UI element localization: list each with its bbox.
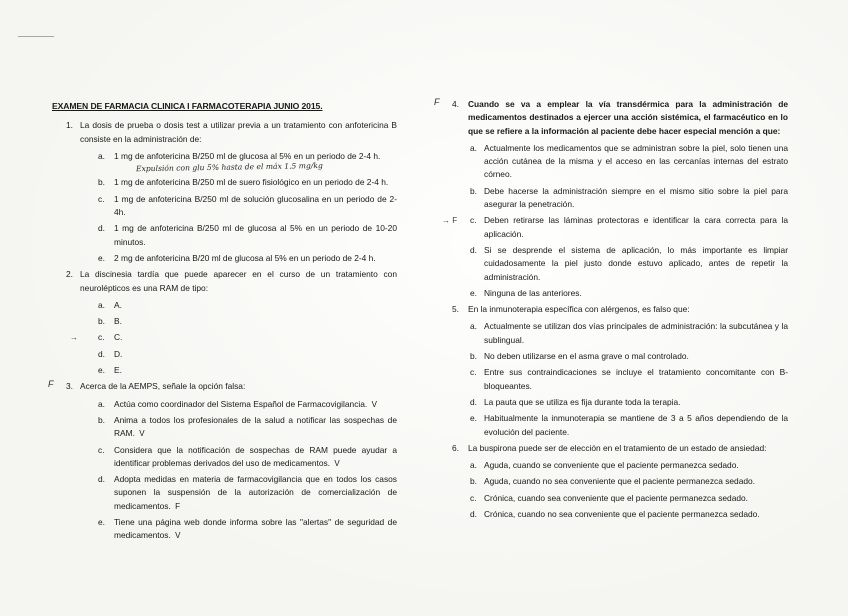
answer-mark: → F xyxy=(442,216,458,226)
option-text: 1 mg de anfotericina B/250 ml de glucosa al 5% en un periodo de 10-20 minutos. xyxy=(114,223,397,247)
options-list xyxy=(438,320,788,438)
option-letter: c. xyxy=(470,215,477,226)
question-number: 5. xyxy=(452,304,459,315)
handwritten-tick: V xyxy=(371,399,377,409)
option-item xyxy=(438,287,788,300)
question-number: 6. xyxy=(452,442,459,453)
option-item xyxy=(438,185,788,212)
options-list xyxy=(52,299,397,377)
option-text: C. xyxy=(114,332,123,343)
option-item xyxy=(438,244,788,284)
option-letter: b. xyxy=(98,177,105,188)
option-text: 2 mg de anfotericina B/20 ml de glucosa al 5% en un periodo de 2-4 h. xyxy=(114,252,376,263)
option-text: Tiene una página web donde informa sobre las "alertas" de seguridad de medicamentos. xyxy=(114,517,397,541)
option-letter: d. xyxy=(470,396,477,407)
handwritten-tick: V xyxy=(334,458,340,468)
question-5 xyxy=(438,303,788,316)
handwritten-note: Expulsión con glu 5% hasta de el máx 1.5 mg/kg xyxy=(135,161,323,174)
option-text: Ninguna de las anteriores. xyxy=(484,287,582,298)
option-letter: a. xyxy=(98,299,105,310)
option-text: 1 mg de anfotericina B/250 ml de glucosa al 5% en un periodo de 2-4 h. xyxy=(114,150,381,161)
option-letter: d. xyxy=(98,474,105,485)
scan-mark xyxy=(18,36,54,37)
exam-title: EXAMEN DE FARMACIA CLINICA I FARMACOTERAPIA JUNIO 2015. xyxy=(52,101,323,111)
options-list xyxy=(438,142,788,300)
option-letter: b. xyxy=(470,476,477,487)
option-letter: c. xyxy=(98,332,105,343)
option-item xyxy=(438,459,788,472)
option-text: Crónica, cuando sea conveniente que el paciente permanezca sedado. xyxy=(484,492,748,503)
handwritten-tick: V xyxy=(139,429,145,439)
question-text: En la inmunoterapia específica con alérgenos, es falso que: xyxy=(468,304,690,315)
option-item xyxy=(52,315,397,328)
option-item xyxy=(52,299,397,312)
question-text: La buspirona puede ser de elección en el tratamiento de un estado de ansiedad: xyxy=(468,442,767,453)
question-text: Cuando se va a emplear la vía transdérmica para la administración de medicamentos destinados a ejercer una acción sistémica, el farmacéutico en lo que se refiere a la información al paciente debe hacer especial mención a que: xyxy=(468,99,788,136)
option-text: Actúa como coordinador del Sistema Español de Farmacovigilancia. xyxy=(114,398,368,409)
option-item xyxy=(52,414,397,441)
option-letter: e. xyxy=(470,413,477,424)
option-text: Aguda, cuando se conveniente que el paciente permanezca sedado. xyxy=(484,460,739,471)
option-letter: c. xyxy=(470,492,477,503)
option-item xyxy=(438,508,788,521)
option-text: Deben retirarse las láminas protectoras e identificar la cara correcta para la aplicación. xyxy=(484,215,788,239)
option-text: Considera que la notificación de sospechas de RAM puede ayudar a identificar problemas derivados del uso de medicamentos. xyxy=(114,444,397,468)
option-item xyxy=(52,150,397,174)
option-letter: e. xyxy=(98,517,105,528)
option-item xyxy=(438,412,788,439)
option-text: E. xyxy=(114,365,122,376)
option-text: A. xyxy=(114,299,122,310)
option-text: Actualmente se utilizan dos vías principales de administración: la subcutánea y la sublingual. xyxy=(484,321,788,345)
option-letter: d. xyxy=(98,223,105,234)
left-column xyxy=(48,100,397,546)
option-text: D. xyxy=(114,348,123,359)
option-letter: e. xyxy=(98,252,105,263)
option-item xyxy=(52,348,397,361)
option-text: Debe hacerse la administración siempre en el mismo sitio sobre la piel para asegurar la penetración. xyxy=(484,185,788,210)
options-list xyxy=(438,459,788,521)
option-letter: c. xyxy=(470,367,477,378)
option-item xyxy=(52,222,397,249)
options-list xyxy=(52,398,397,543)
option-text: Adopta medidas en materia de farmacovigilancia que en todos los casos suponen la suspensión de la autorización de comercialización de medicamentos. xyxy=(114,474,397,511)
option-text: Actualmente los medicamentos que se administran sobre la piel, solo tienen una acción cutánea de la misma y el acceso en las cercanías internas del estrato córneo. xyxy=(484,142,788,180)
option-text: No deben utilizarse en el asma grave o mal controlado. xyxy=(484,351,689,362)
option-item xyxy=(52,516,397,543)
answer-mark: → xyxy=(70,333,78,343)
option-item xyxy=(438,396,788,409)
option-text: Entre sus contraindicaciones se incluye el tratamiento concomitante con B-bloqueantes. xyxy=(484,367,788,391)
answer-mark: F xyxy=(434,97,440,107)
option-item xyxy=(52,398,397,411)
right-column xyxy=(434,97,788,524)
option-letter: a. xyxy=(470,142,477,153)
option-item xyxy=(52,331,397,344)
option-text: Crónica, cuando no sea conveniente que el paciente permanezca sedado. xyxy=(484,509,760,520)
option-text: Aguda, cuando no sea conveniente que el paciente permanezca sedado. xyxy=(484,476,755,487)
option-item xyxy=(52,444,397,471)
handwritten-tick: F xyxy=(175,501,181,511)
option-item xyxy=(52,176,397,189)
question-number: 4. xyxy=(452,99,459,109)
answer-mark: F xyxy=(48,379,54,390)
handwritten-tick: V xyxy=(175,531,181,541)
option-letter: b. xyxy=(98,414,105,425)
question-number: 1. xyxy=(66,120,73,131)
option-item xyxy=(438,142,788,182)
option-letter: a. xyxy=(470,460,477,471)
option-letter: b. xyxy=(98,316,105,327)
question-number: 2. xyxy=(66,269,73,280)
option-text: Anima a todos los profesionales de la salud a notificar las sospechas de RAM. xyxy=(114,414,397,439)
question-6 xyxy=(438,442,788,455)
question-text: La dosis de prueba o dosis test a utilizar previa a un tratamiento con anfotericina B consiste en la administración de: xyxy=(80,120,397,144)
option-letter: b. xyxy=(470,351,477,362)
option-item xyxy=(438,350,788,363)
option-item xyxy=(438,475,788,488)
question-text: Acerca de la AEMPS, señale la opción falsa: xyxy=(80,381,246,392)
option-letter: e. xyxy=(98,365,105,376)
option-item xyxy=(438,320,788,347)
option-text: Habitualmente la inmunoterapia se mantiene de 3 a 5 años dependiendo de la evolución del paciente. xyxy=(484,413,788,437)
option-letter: b. xyxy=(470,185,477,196)
question-1 xyxy=(52,119,397,146)
option-letter: d. xyxy=(98,348,105,359)
options-list xyxy=(52,150,397,265)
question-4 xyxy=(434,97,788,138)
question-number: 3. xyxy=(66,381,73,392)
option-item xyxy=(52,473,397,513)
question-3 xyxy=(48,379,397,393)
option-item xyxy=(438,492,788,505)
option-letter: d. xyxy=(470,244,477,255)
option-letter: c. xyxy=(98,444,105,455)
option-text: B. xyxy=(114,316,122,327)
option-letter: e. xyxy=(470,287,477,298)
option-text: La pauta que se utiliza es fija durante toda la terapia. xyxy=(484,396,681,407)
option-letter: a. xyxy=(98,150,105,161)
option-letter: d. xyxy=(470,509,477,520)
option-item xyxy=(438,366,788,393)
option-item xyxy=(52,193,397,220)
question-2 xyxy=(52,268,397,295)
option-item xyxy=(52,252,397,265)
option-item xyxy=(52,364,397,377)
option-letter: a. xyxy=(470,321,477,332)
option-text: 1 mg de anfotericina B/250 ml de solución glucosalina en un periodo de 2-4h. xyxy=(114,193,397,218)
option-text: 1 mg de anfotericina B/250 ml de suero fisiológico en un periodo de 2-4 h. xyxy=(114,177,389,188)
option-letter: c. xyxy=(98,193,105,204)
option-letter: a. xyxy=(98,398,105,409)
option-text: Si se desprende el sistema de aplicación, lo más importante es limpiar cuidadosamente la piel justo donde estuvo aplicado, antes de repetir la administración. xyxy=(484,244,788,282)
question-text: La discinesia tardía que puede aparecer en el curso de un tratamiento con neurolépticos es una RAM de tipo: xyxy=(80,269,397,293)
option-item xyxy=(438,214,788,241)
